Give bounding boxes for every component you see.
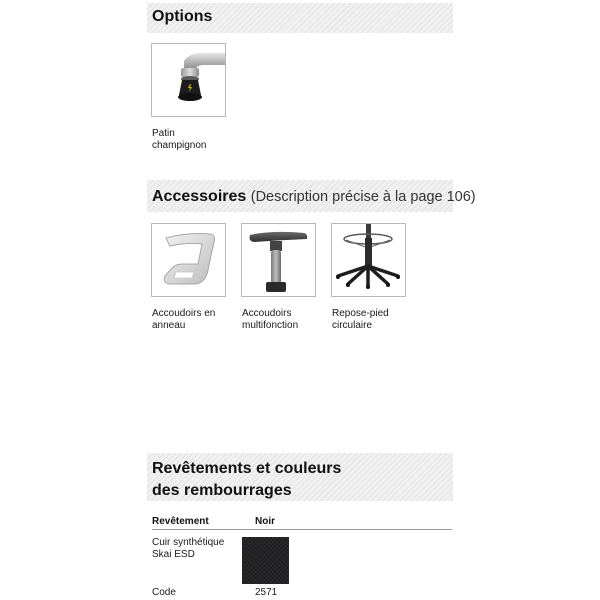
caption-line: champignon xyxy=(152,140,207,151)
covering-material-label xyxy=(152,537,224,561)
ring-armrest-image xyxy=(151,223,226,297)
options-heading: Options xyxy=(152,8,213,25)
accessories-heading xyxy=(152,188,476,206)
material-line: Cuir synthétique xyxy=(152,537,225,548)
caption-line: Repose-pied xyxy=(332,308,389,319)
color-column-header: Noir xyxy=(255,516,275,527)
material-line: Skai ESD xyxy=(152,549,195,560)
black-color-swatch xyxy=(242,537,289,584)
multifunction-armrest-icon xyxy=(242,224,315,296)
coverings-heading-line: Revêtements et couleurs xyxy=(152,460,342,477)
covering-column-header: Revêtement xyxy=(152,516,209,527)
coverings-heading xyxy=(152,458,341,502)
foot-ring-caption xyxy=(332,308,389,332)
caption-line: Accoudoirs en xyxy=(152,308,216,319)
code-label: Code xyxy=(152,587,176,598)
accessories-title: Accessoires xyxy=(152,188,247,205)
caption-line: circulaire xyxy=(332,320,373,331)
caption-line: Patin xyxy=(152,128,175,139)
caption-line: anneau xyxy=(152,320,186,331)
multifunction-armrest-image xyxy=(241,223,316,297)
caption-line: multifonction xyxy=(242,320,299,331)
coverings-heading-line: des rembourrages xyxy=(152,482,292,499)
accessories-subtitle: (Description précise à la page 106) xyxy=(250,189,476,205)
foot-ring-image xyxy=(331,223,406,297)
ring-armrest-icon xyxy=(152,224,225,296)
glide-foot-image xyxy=(151,43,226,117)
ring-armrest-caption xyxy=(152,308,215,332)
glide-foot-caption xyxy=(152,128,206,152)
glide-foot-icon xyxy=(152,44,225,116)
foot-ring-icon xyxy=(332,224,405,296)
table-divider xyxy=(152,529,452,530)
code-value: 2571 xyxy=(255,587,278,598)
multifunction-armrest-caption xyxy=(242,308,298,332)
caption-line: Accoudoirs xyxy=(242,308,292,319)
